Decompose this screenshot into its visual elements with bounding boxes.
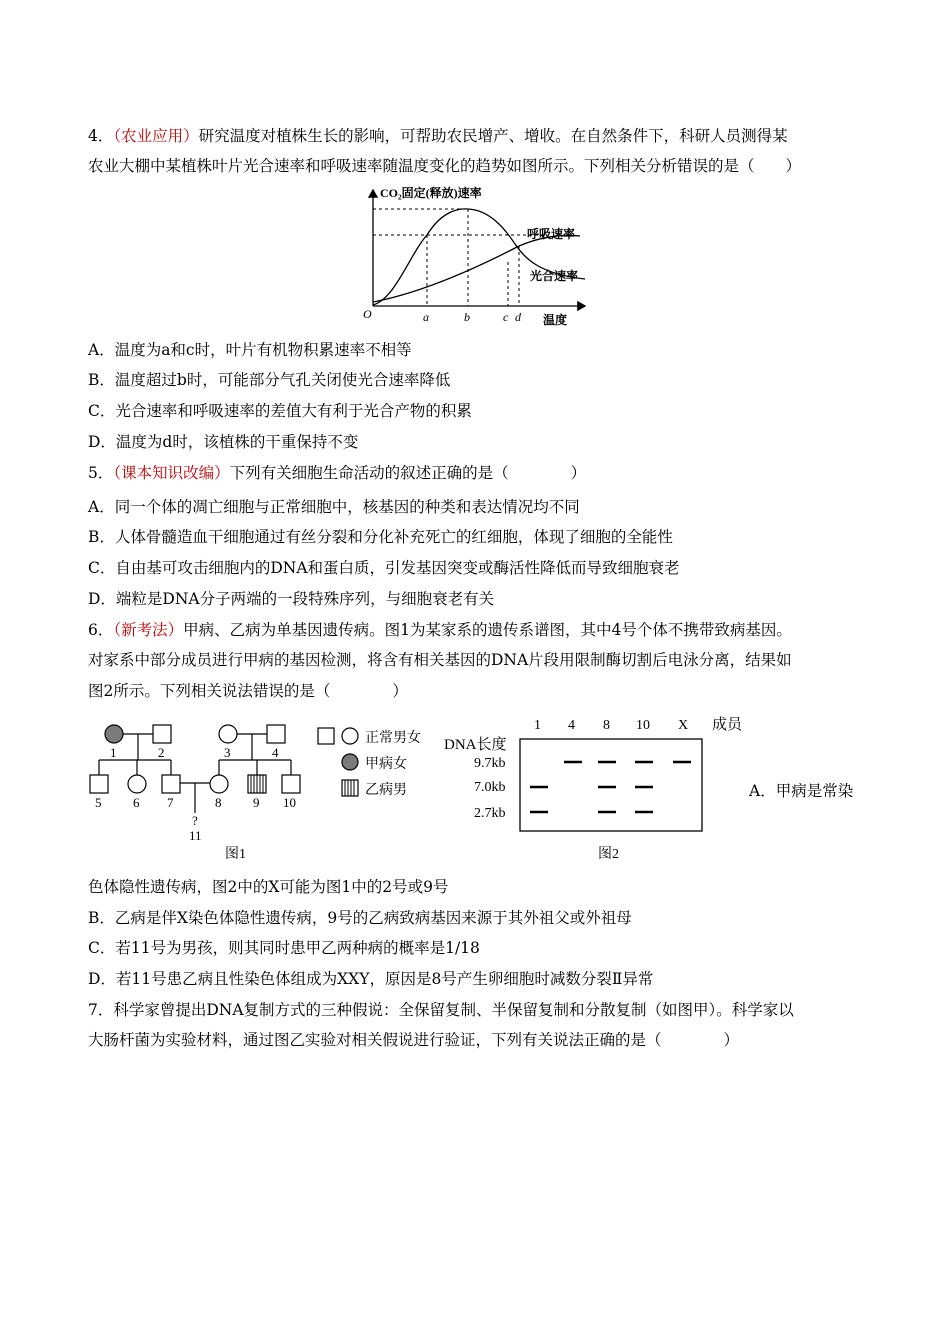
- q5-stem-text: 下列有关细胞生命活动的叙述正确的是（ ）: [229, 464, 587, 482]
- legend-jia-female-label: 甲病女: [365, 757, 407, 772]
- pedigree-9-affected-male: [248, 775, 266, 793]
- q5-option-a: A．同一个体的凋亡细胞与正常细胞中，核基因的种类和表达情况均不同: [88, 498, 580, 516]
- pedigree-unknown-mark: ?: [192, 813, 198, 828]
- q5-tag: （课本知识改编）: [113, 464, 230, 482]
- gel-members-label: 成员: [712, 717, 743, 733]
- graph-ylabel: CO₂固定(释放)速率: [380, 186, 482, 200]
- legend-normal-label: 正常男女: [365, 731, 421, 746]
- q6-electrophoresis-figure: [440, 712, 750, 867]
- q4-stem-line2: 农业大棚中某植株叶片光合速率和呼吸速率随温度变化的趋势如图所示。下列相关分析错误的是（ ）: [88, 157, 802, 175]
- gel-lane-10: 10: [636, 718, 650, 733]
- q6-pedigree-figure: [85, 715, 440, 865]
- gel-lane-4: 4: [568, 718, 575, 733]
- gel-size-7.0kb: 7.0kb: [474, 780, 506, 795]
- q4-number: 4．: [88, 127, 114, 145]
- pedigree-num-2: 2: [158, 745, 165, 760]
- q6-option-a-end: 色体隐性遗传病，图2中的X可能为图1中的2号或9号: [88, 878, 449, 896]
- gel-size-9.7kb: 9.7kb: [474, 756, 506, 771]
- pedigree-2-male: [153, 725, 171, 743]
- curve-label-photosynthesis: 光合速率: [530, 269, 579, 283]
- q6-stem-line2: 对家系中部分成员进行甲病的基因检测，将含有相关基因的DNA片段用限制酶切割后电泳分离，结果如: [88, 651, 792, 669]
- q6-stem-text: 甲病、乙病为单基因遗传病。图1为某家系的遗传系谱图，其中4号个体不携带致病基因。: [183, 621, 792, 639]
- pedigree-num-5: 5: [95, 795, 102, 810]
- fig1-caption: 图1: [225, 847, 246, 862]
- pedigree-num-9: 9: [253, 795, 260, 810]
- graph-origin: O: [363, 307, 372, 321]
- gel-box: [520, 739, 702, 831]
- pedigree-num-6: 6: [133, 795, 140, 810]
- fig2-caption: 图2: [598, 847, 619, 862]
- q6-number: 6．: [88, 621, 114, 639]
- pedigree-num-10: 10: [283, 795, 296, 810]
- q6-stem-line1: [88, 619, 792, 641]
- gel-lane-1: 1: [534, 718, 541, 733]
- pedigree-num-8: 8: [215, 795, 222, 810]
- q6-option-d: D．若11号患乙病且性染色体组成为XXY，原因是8号产生卵细胞时减数分裂Ⅱ异常: [88, 970, 654, 988]
- legend-yi-male-icon: [342, 780, 358, 796]
- pedigree-4-male: [267, 725, 285, 743]
- q6-option-b: B．乙病是伴X染色体隐性遗传病，9号的乙病致病基因来源于其外祖父或外祖母: [88, 909, 632, 927]
- tick-a: a: [423, 310, 429, 324]
- legend-yi-male-label: 乙病男: [365, 783, 407, 798]
- pedigree-num-11: 11: [189, 828, 202, 843]
- q4-option-a: A．温度为a和c时，叶片有机物积累速率不相等: [88, 341, 412, 359]
- q5-stem: [88, 462, 586, 484]
- q4-option-b: B．温度超过b时，可能部分气孔关闭使光合速率降低: [88, 371, 451, 389]
- curve-label-respiration: 呼吸速率: [527, 227, 576, 241]
- pedigree-3-female: [219, 725, 237, 743]
- pedigree-6-female: [128, 775, 146, 793]
- q4-stem-text: 研究温度对植株生长的影响，可帮助农民增产、增收。在自然条件下，科研人员测得某: [198, 127, 788, 145]
- pedigree-num-1: 1: [110, 745, 117, 760]
- q4-rate-temperature-graph: [355, 184, 605, 330]
- legend-normal-female-icon: [342, 728, 358, 744]
- pedigree-1-affected-female: [105, 725, 123, 743]
- q6-option-c: C．若11号为男孩，则其同时患甲乙两种病的概率是1/18: [88, 939, 480, 957]
- graph-xlabel: 温度: [543, 313, 568, 327]
- pedigree-8-female: [210, 775, 228, 793]
- tick-d: d: [515, 310, 521, 324]
- q6-option-a-start: A．甲病是常染: [749, 782, 854, 800]
- q7-stem-line1: 7．科学家曾提出DNA复制方式的三种假说：全保留复制、半保留复制和分散复制（如图甲）。科学家以: [88, 1001, 794, 1019]
- q5-option-b: B．人体骨髓造血干细胞通过有丝分裂和分化补充死亡的红细胞，体现了细胞的全能性: [88, 528, 673, 546]
- legend-affected-female-icon: [342, 754, 358, 770]
- q5-option-c: C．自由基可攻击细胞内的DNA和蛋白质，引发基因突变或酶活性降低而导致细胞衰老: [88, 559, 680, 577]
- pedigree-7-male: [162, 775, 180, 793]
- q4-option-d: D．温度为d时，该植株的干重保持不变: [88, 433, 359, 451]
- q4-option-c: C．光合速率和呼吸速率的差值大有利于光合产物的积累: [88, 402, 472, 420]
- gel-ylabel: DNA长度: [444, 737, 507, 753]
- q5-option-d: D．端粒是DNA分子两端的一段特殊序列，与细胞衰老有关: [88, 590, 495, 608]
- photosynthesis-curve: [373, 209, 585, 305]
- pedigree-5-male: [90, 775, 108, 793]
- q4-stem-line1: [88, 125, 788, 147]
- tick-c: c: [503, 310, 509, 324]
- gel-size-2.7kb: 2.7kb: [474, 806, 506, 821]
- pedigree-10-male: [282, 775, 300, 793]
- pedigree-num-4: 4: [272, 745, 279, 760]
- q4-tag: （农业应用）: [113, 127, 199, 145]
- gel-lane-X: X: [678, 718, 689, 733]
- tick-b: b: [464, 310, 470, 324]
- q6-tag: （新考法）: [113, 621, 184, 639]
- pedigree-num-7: 7: [167, 795, 174, 810]
- legend-normal-male-icon: [318, 728, 334, 744]
- q7-stem-line2: 大肠杆菌为实验材料，通过图乙实验对相关假说进行验证，下列有关说法正确的是（ ）: [88, 1031, 740, 1049]
- gel-lane-8: 8: [603, 718, 610, 733]
- pedigree-num-3: 3: [224, 745, 231, 760]
- q5-number: 5．: [88, 464, 114, 482]
- q6-stem-line3: 图2所示。下列相关说法错误的是（ ）: [88, 682, 408, 700]
